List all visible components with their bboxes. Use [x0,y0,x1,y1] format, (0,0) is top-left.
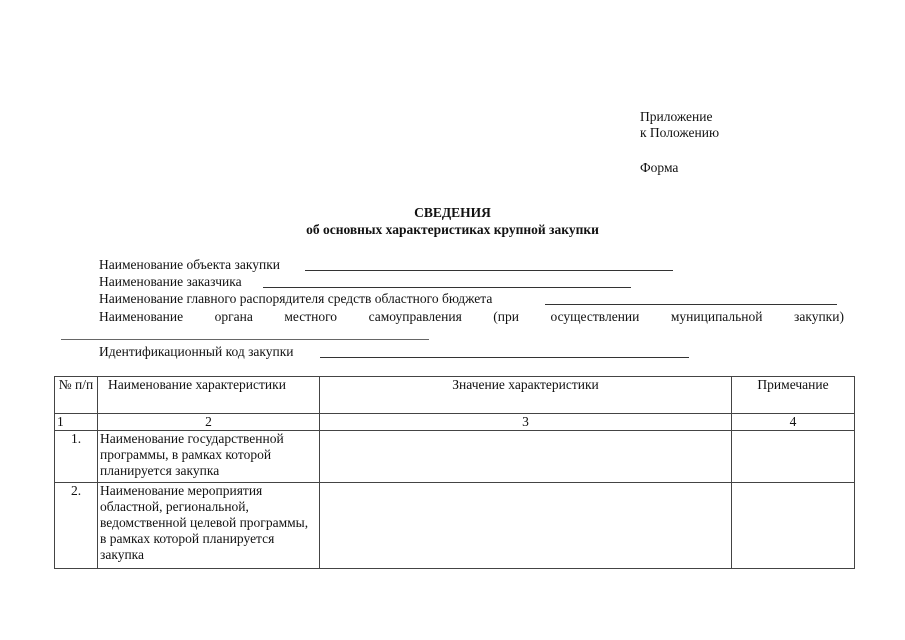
col-number: 2 [98,414,320,431]
table-row [55,431,855,483]
header-value: Значение характеристики [320,377,732,414]
organ-word: (при [493,309,519,324]
row-num: 2. [55,483,98,569]
organ-word: самоуправления [368,309,462,324]
row-name: Наименование государственной программы, в рамках которой планируется закупка [98,431,320,483]
object-name-label: Наименование объекта закупки [99,257,280,272]
organ-word: осуществлении [550,309,640,324]
appendix-label: Приложение [640,109,713,124]
row-num: 1. [55,431,98,483]
organ-word: закупки) [794,309,844,324]
purchase-code-line [320,357,689,358]
form-label: Форма [640,160,679,175]
col-number: 4 [732,414,855,431]
col-number: 1 [55,414,98,431]
header-note: Примечание [732,377,855,414]
customer-name-line [263,287,631,288]
header-num: № п/п [55,377,98,414]
table-header-row [55,377,855,414]
main-manager-line [545,304,837,305]
row-note [732,483,855,569]
organ-word: местного [284,309,338,324]
characteristics-table [54,376,855,569]
customer-name-label: Наименование заказчика [99,274,242,289]
col-number: 3 [320,414,732,431]
header-name: Наименование характеристики [98,377,320,414]
document-title: СВЕДЕНИЯ [414,205,491,220]
organ-word: органа [214,309,253,324]
organ-word: Наименование [99,309,184,324]
row-value [320,483,732,569]
document-subtitle: об основных характеристиках крупной закупки [306,222,599,237]
organ-word: муниципальной [670,309,763,324]
purchase-code-label: Идентификационный код закупки [99,344,294,359]
column-numbers-row [55,414,855,431]
main-manager-label: Наименование главного распорядителя средств областного бюджета [99,291,493,306]
row-value [320,431,732,483]
organ-line [61,339,429,340]
table-row [55,483,855,569]
regulation-label: к Положению [640,125,720,140]
row-name: Наименование мероприятия областной, региональной, ведомственной целевой программы, в рамках которой планируется закупка [98,483,320,569]
organ-label [99,309,844,325]
object-name-line [305,270,673,271]
row-note [732,431,855,483]
